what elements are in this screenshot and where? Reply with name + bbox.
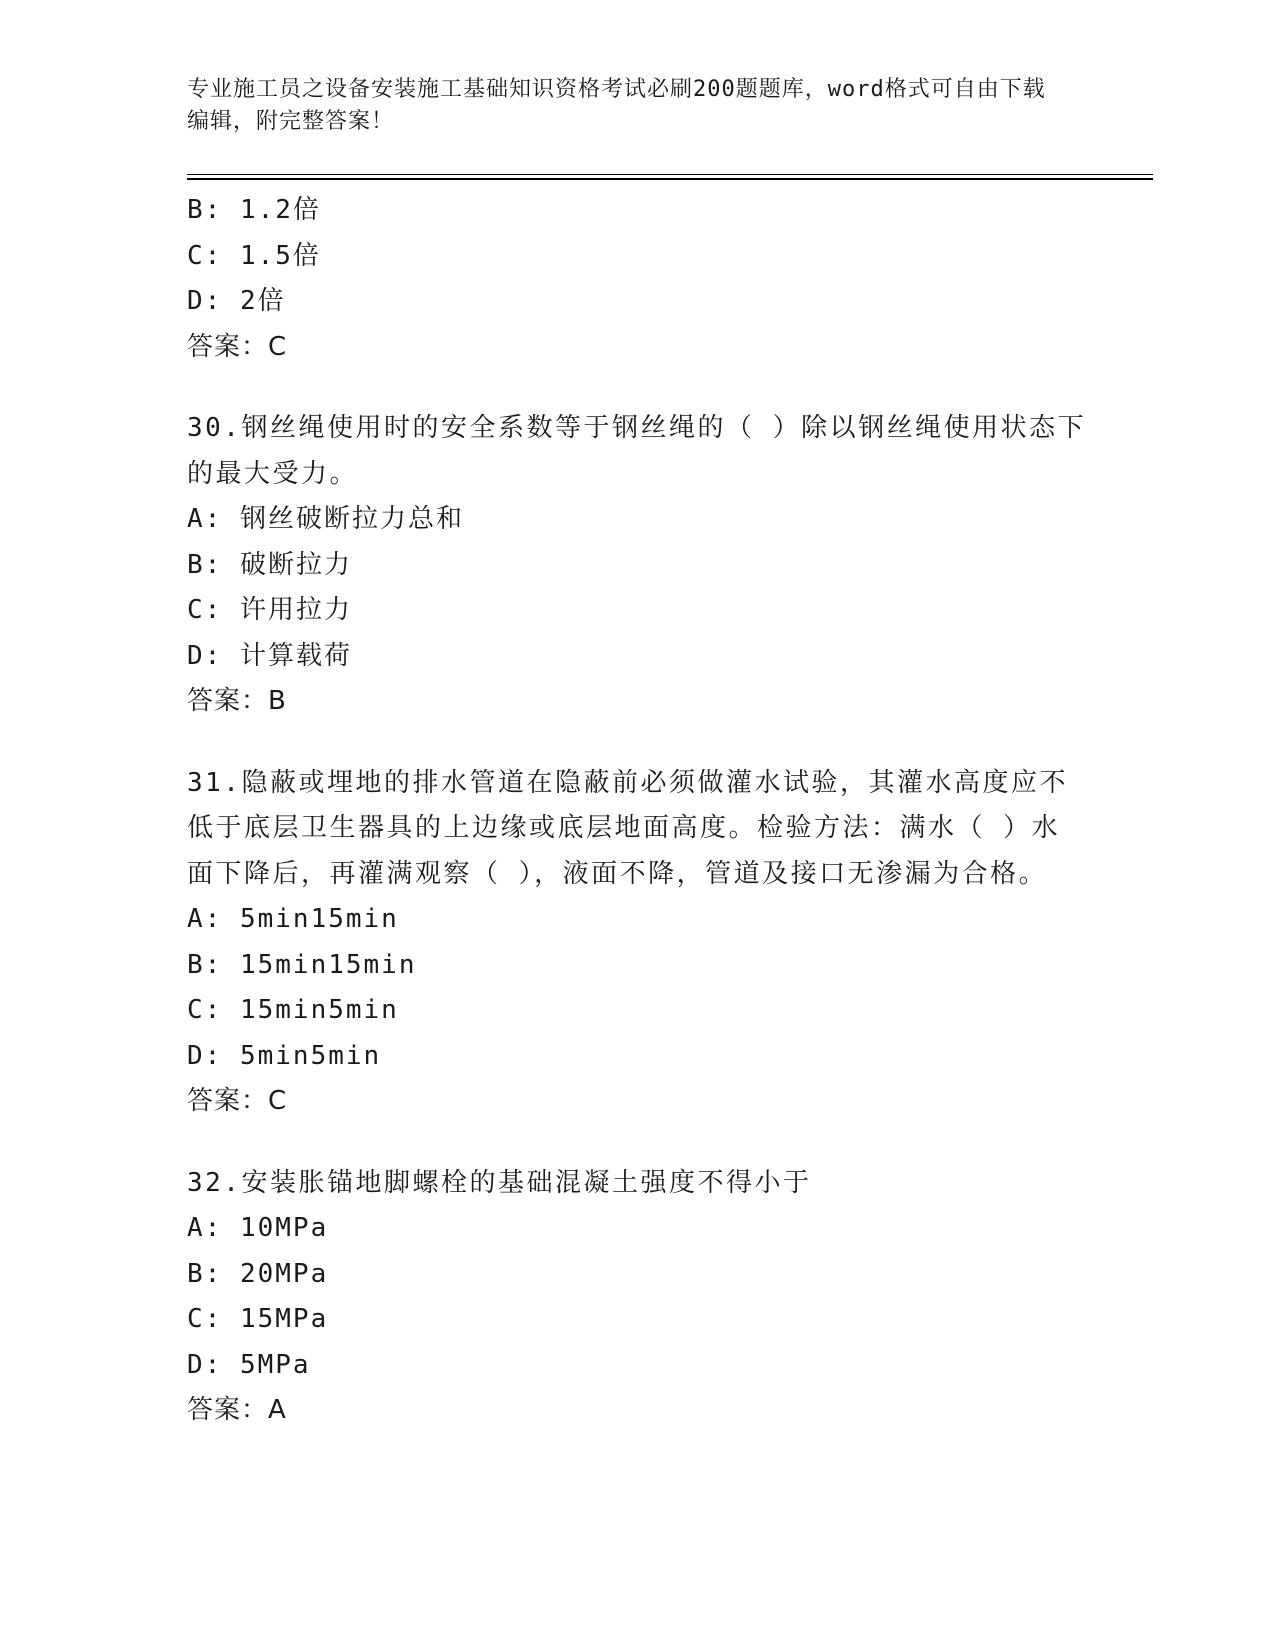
- option-d: D: 5MPa: [187, 1349, 311, 1380]
- document-header: 专业施工员之设备安装施工基础知识资格考试必刷200题题库，word格式可自由下载编辑，附完整答案！: [187, 77, 1046, 134]
- option-d: D: 2倍: [187, 286, 286, 316]
- question-list: [187, 188, 1087, 1434]
- question-30: [187, 406, 1087, 725]
- question-32: [187, 1161, 1087, 1434]
- header-rule-top: [187, 174, 1153, 175]
- option-b: B: 20MPa: [187, 1258, 329, 1289]
- header-rule-bottom: [187, 178, 1153, 180]
- option-c: C: 15MPa: [187, 1304, 329, 1334]
- spacer: [187, 370, 1087, 406]
- question-stem: 32.安装胀锚地脚螺栓的基础混凝土强度不得小于: [187, 1167, 812, 1198]
- option-d: D: 计算载荷: [187, 640, 352, 671]
- option-c: C: 许用拉力: [187, 595, 352, 625]
- option-c: C: 1.5倍: [187, 240, 321, 271]
- previous-question-tail: [187, 188, 1087, 370]
- answer-line: 答案：C: [187, 1086, 288, 1116]
- question-stem: 31.隐蔽或埋地的排水管道在隐蔽前必须做灌水试验，其灌水高度应不低于底层卫生器具的上边缘或底层地面高度。检验方法：满水（ ）水面下降后，再灌满观察（ ），液面不降，管道及接口无渗漏为合格。: [187, 767, 1068, 889]
- option-b: B: 破断拉力: [187, 549, 352, 580]
- option-a: A: 钢丝破断拉力总和: [187, 504, 464, 534]
- spacer: [187, 725, 1087, 761]
- answer-line: 答案：B: [187, 686, 287, 716]
- option-c: C: 15min5min: [187, 995, 399, 1025]
- answer-line: 答案：C: [187, 331, 288, 362]
- spacer: [187, 1125, 1087, 1161]
- option-b: B: 1.2倍: [187, 195, 321, 225]
- option-b: B: 15min15min: [187, 949, 417, 980]
- option-a: A: 10MPa: [187, 1213, 329, 1243]
- answer-line: 答案：A: [187, 1395, 287, 1425]
- option-d: D: 5min5min: [187, 1040, 382, 1071]
- option-a: A: 5min15min: [187, 904, 399, 934]
- question-stem: 30.钢丝绳使用时的安全系数等于钢丝绳的（ ）除以钢丝绳使用状态下的最大受力。: [187, 413, 1087, 489]
- question-31: [187, 761, 1087, 1125]
